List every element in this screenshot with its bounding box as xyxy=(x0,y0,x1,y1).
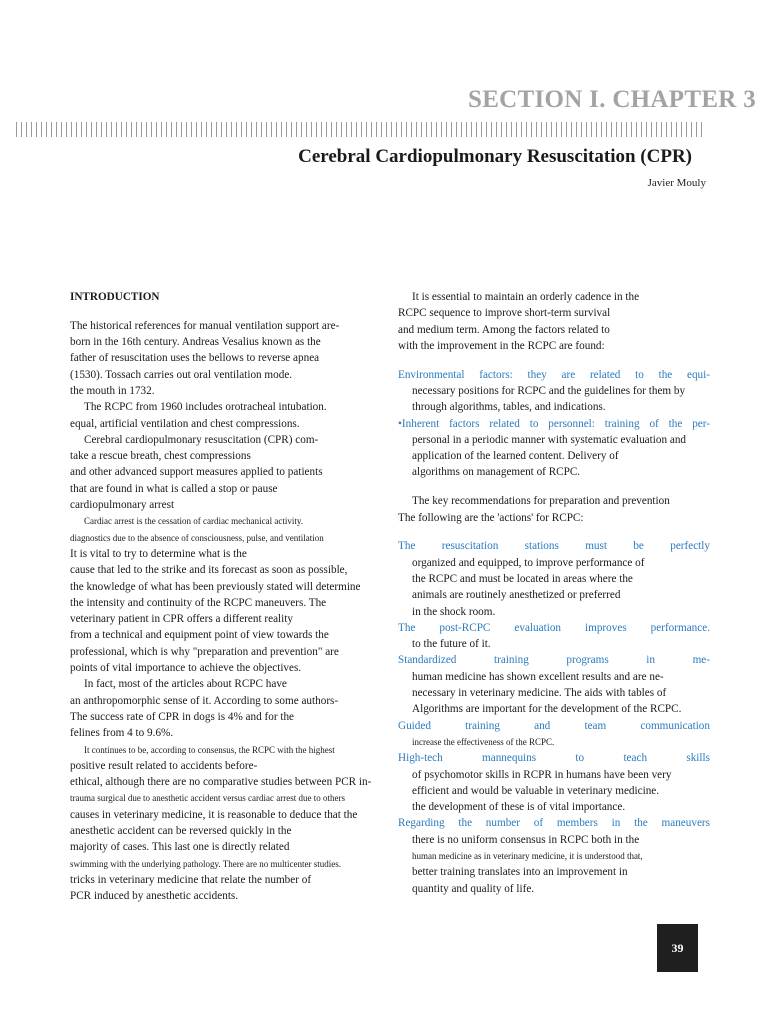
text-line: anesthetic accident can be reversed quickly in the xyxy=(70,825,292,837)
text-line: It is vital to try to determine what is the xyxy=(70,547,247,560)
text-line: better training translates into an improvement in xyxy=(412,866,628,879)
text-line: quantity and quality of life. xyxy=(412,882,535,895)
text-line: take a rescue breath, chest compressions xyxy=(70,450,251,463)
highlighted-line: Guided training and team communication xyxy=(398,719,710,732)
text-line: points of vital importance to achieve the objectives. xyxy=(70,662,302,675)
text-line: tricks in veterinary medicine that relate the number of xyxy=(70,873,312,886)
text-line: The success rate of CPR in dogs is 4% and for the xyxy=(70,710,295,723)
decorative-bar-pattern xyxy=(16,122,702,137)
text-line: swimming with the underlying pathology. There are no multicenter studies. xyxy=(70,858,341,869)
right-text-column xyxy=(398,289,710,897)
text-line: in the shock room. xyxy=(412,605,496,618)
text-line: human medicine has shown excellent results and are ne- xyxy=(412,670,664,683)
text-line: through algorithms, tables, and indications. xyxy=(412,401,606,414)
highlighted-line: The post-RCPC evaluation improves performance. xyxy=(398,621,710,634)
text-line: the development of these is of vital importance. xyxy=(412,801,626,814)
text-line: there is no uniform consensus in RCPC both in the xyxy=(412,833,640,846)
text-line: efficient and would be valuable in veterinary medicine. xyxy=(412,784,660,797)
text-line: positive result related to accidents before- xyxy=(70,759,258,772)
text-line: The key recommendations for preparation and prevention xyxy=(412,495,670,508)
paragraph-gap xyxy=(398,354,710,367)
text-line: felines from 4 to 9.6%. xyxy=(70,727,174,740)
text-line: majority of cases. This last one is directly related xyxy=(70,841,290,854)
text-line: equal, artificial ventilation and chest compressions. xyxy=(70,417,300,430)
text-line: the mouth in 1732. xyxy=(70,384,155,397)
highlighted-line: •Inherent factors related to personnel: training of the per- xyxy=(398,417,710,430)
text-line: the RCPC and must be located in areas where the xyxy=(412,572,633,585)
author-name: Javier Mouly xyxy=(647,177,706,189)
text-line: cardiopulmonary arrest xyxy=(70,499,175,512)
text-line: personal in a periodic manner with systematic evaluation and xyxy=(412,433,687,446)
highlighted-line: Environmental factors: they are related to the equi- xyxy=(398,368,710,381)
text-line: The following are the 'actions' for RCPC: xyxy=(398,511,584,524)
text-line: animals are routinely anesthetized or preferred xyxy=(412,589,621,602)
highlighted-line: Standardized training programs in me- xyxy=(398,654,710,667)
text-line: veterinary patient in CPR offers a different reality xyxy=(70,613,293,626)
text-line: and other advanced support measures applied to patients xyxy=(70,466,323,479)
text-line: application of the learned content. Delivery of xyxy=(412,450,619,463)
text-line: It continues to be, according to consensus, the RCPC with the highest xyxy=(84,744,335,755)
text-line: It is essential to maintain an orderly cadence in the xyxy=(412,291,640,303)
text-line: born in the 16th century. Andreas Vesalius known as the xyxy=(70,336,321,349)
text-line: the knowledge of what has been previously stated will determine xyxy=(70,580,361,593)
text-line: trauma surgical due to anesthetic accident versus cardiac arrest due to others xyxy=(70,793,345,804)
text-line: RCPC sequence to improve short-term survival xyxy=(398,307,611,320)
text-line: cause that led to the strike and its forecast as soon as possible, xyxy=(70,564,348,577)
text-line: Cerebral cardiopulmonary resuscitation (CPR) com- xyxy=(84,433,319,446)
left-text-column xyxy=(70,289,382,904)
text-line: (1530). Tossach carries out oral ventilation mode. xyxy=(70,368,293,381)
chapter-title: Cerebral Cardiopulmonary Resuscitation (CPR) xyxy=(298,146,692,167)
text-line: of psychomotor skills in RCPR in humans have been very xyxy=(412,768,672,781)
text-line: human medicine as in veterinary medicine, it is understood that, xyxy=(412,851,643,861)
text-line: Algorithms are important for the development of the RCPC. xyxy=(412,703,682,716)
text-line: that are found in what is called a stop or pause xyxy=(70,482,278,495)
text-line: from a technical and equipment point of view towards the xyxy=(70,629,329,642)
paragraph-gap xyxy=(70,305,382,318)
section-heading: INTRODUCTION xyxy=(70,291,160,303)
text-line: father of resuscitation uses the bellows to reverse apnea xyxy=(70,352,320,365)
paragraph-gap xyxy=(398,526,710,539)
text-line: organized and equipped, to improve performance of xyxy=(412,556,645,569)
text-line: an anthropomorphic sense of it. According to some authors- xyxy=(70,694,339,707)
paragraph-gap xyxy=(398,481,710,494)
text-line: ethical, although there are no comparative studies between PCR in- xyxy=(70,776,372,789)
text-line: causes in veterinary medicine, it is reasonable to deduce that the xyxy=(70,808,358,821)
highlighted-line: Regarding the number of members in the maneuvers xyxy=(398,817,710,830)
text-line: Cardiac arrest is the cessation of cardiac mechanical activity. xyxy=(84,516,304,527)
text-line: PCR induced by anesthetic accidents. xyxy=(70,890,239,903)
text-line: The RCPC from 1960 includes orotracheal intubation. xyxy=(84,401,327,414)
text-line: increase the effectiveness of the RCPC. xyxy=(412,736,555,747)
text-line: necessary in veterinary medicine. The aids with tables of xyxy=(412,687,667,700)
page-number: 39 xyxy=(657,924,698,972)
text-line: the intensity and continuity of the RCPC maneuvers. The xyxy=(70,596,327,609)
text-line: necessary positions for RCPC and the guidelines for them by xyxy=(412,384,686,397)
text-line: diagnostics due to the absence of consciousness, pulse, and ventilation xyxy=(70,532,324,543)
text-line: to the future of it. xyxy=(412,638,491,651)
highlighted-line: The resuscitation stations must be perfectly xyxy=(398,540,710,553)
text-line: professional, which is why "preparation and prevention" are xyxy=(70,645,339,658)
section-chapter-label: SECTION I. CHAPTER 3 xyxy=(468,86,756,113)
text-line: In fact, most of the articles about RCPC have xyxy=(84,678,287,691)
text-line: with the improvement in the RCPC are found: xyxy=(398,339,605,352)
highlighted-line: High-tech mannequins to teach skills xyxy=(398,752,710,765)
text-line: The historical references for manual ventilation support are- xyxy=(70,319,340,332)
text-line: and medium term. Among the factors related to xyxy=(398,323,610,336)
text-line: algorithms on management of RCPC. xyxy=(412,466,581,479)
